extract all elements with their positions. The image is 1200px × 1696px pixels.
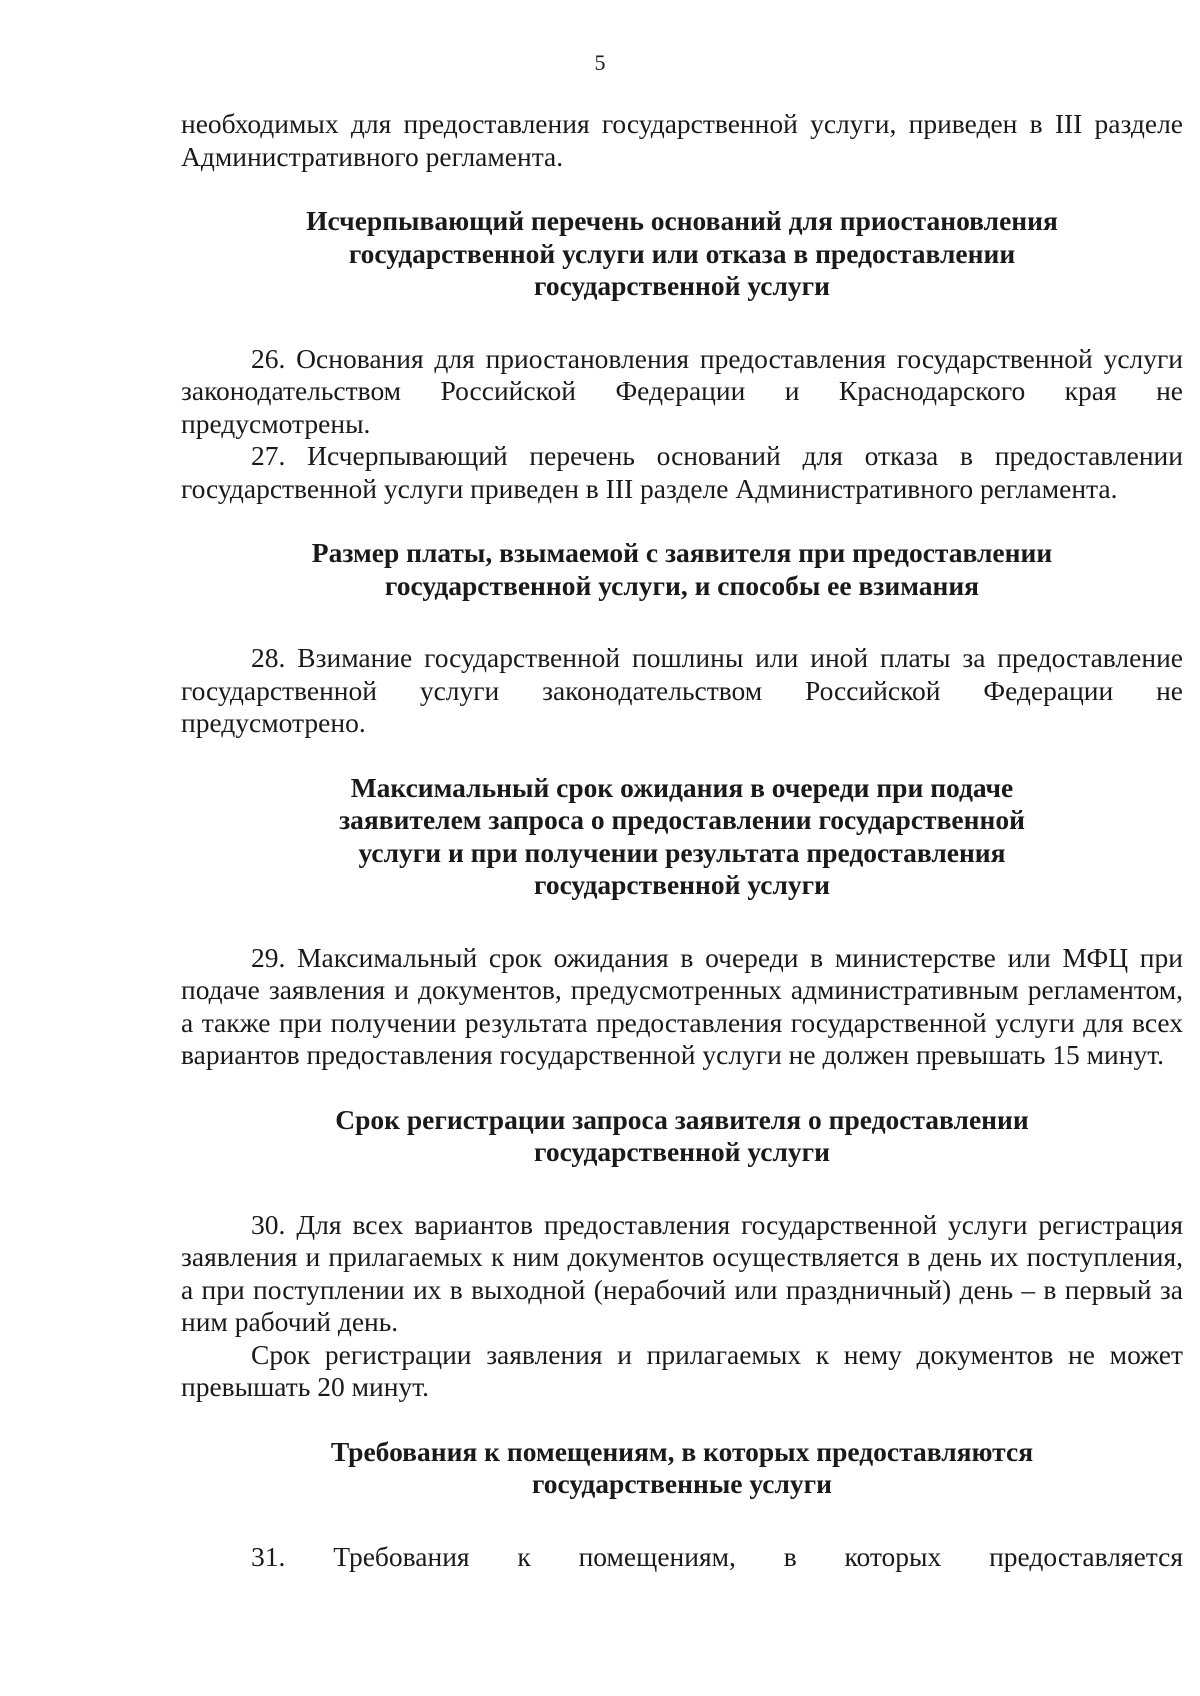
paragraph-30-registration-limit: Срок регистрации заявления и прилагаемых к нему документов не может превышать 20 минут.: [181, 1338, 1183, 1402]
section-heading-fee: Размер платы, взымаемой с заявителя при предоставлении государственной услуги, и способы ее взимания: [311, 537, 1053, 601]
intro-paragraph: необходимых для предоставления государственной услуги, приведен в III разделе Административного регламента.: [181, 108, 1183, 172]
document-body: [181, 108, 1183, 1573]
paragraph-29: 29. Максимальный срок ожидания в очереди в министерстве или МФЦ при подаче заявления и документов, предусмотренных административным регламентом, а также при получении результата предоставления государственной услуги для всех вариантов предоставления государственной услуги не должен превышать 15 минут.: [181, 941, 1183, 1070]
paragraph-28: 28. Взимание государственной пошлины или иной платы за предоставление государственной услуги законодательством Российской Федерации не предусмотрено.: [181, 642, 1183, 738]
page-number: 5: [594, 50, 606, 75]
paragraph-30: 30. Для всех вариантов предоставления государственной услуги регистрация заявления и прилагаемых к ним документов осуществляется в день их поступления, а при поступлении их в выходной (нерабочий или праздничный) день – в первый за ним рабочий день.: [181, 1208, 1183, 1337]
section-heading-premises-requirements: Требования к помещениям, в которых предоставляются государственные услуги: [330, 1435, 1034, 1499]
paragraph-31: 31. Требования к помещениям, в которых предоставляется: [251, 1540, 1183, 1572]
paragraph-27: 27. Исчерпывающий перечень оснований для отказа в предоставлении государственной услуги приведен в III разделе Административного регламента.: [181, 440, 1183, 504]
section-heading-grounds-for-suspension: Исчерпывающий перечень оснований для приостановления государственной услуги или отказа в предоставлении государственной услуги: [306, 205, 1058, 301]
paragraph-26: 26. Основания для приостановления предоставления государственной услуги законодательством Российской Федерации и Краснодарского края не предусмотрены.: [181, 342, 1183, 439]
section-heading-registration-time: Срок регистрации запроса заявителя о предоставлении государственной услуги: [335, 1103, 1029, 1167]
section-heading-queue-time: Максимальный срок ожидания в очереди при подаче заявителем запроса о предоставлении государственной услуги и при получении результата предоставления государственной услуги: [339, 771, 1025, 900]
